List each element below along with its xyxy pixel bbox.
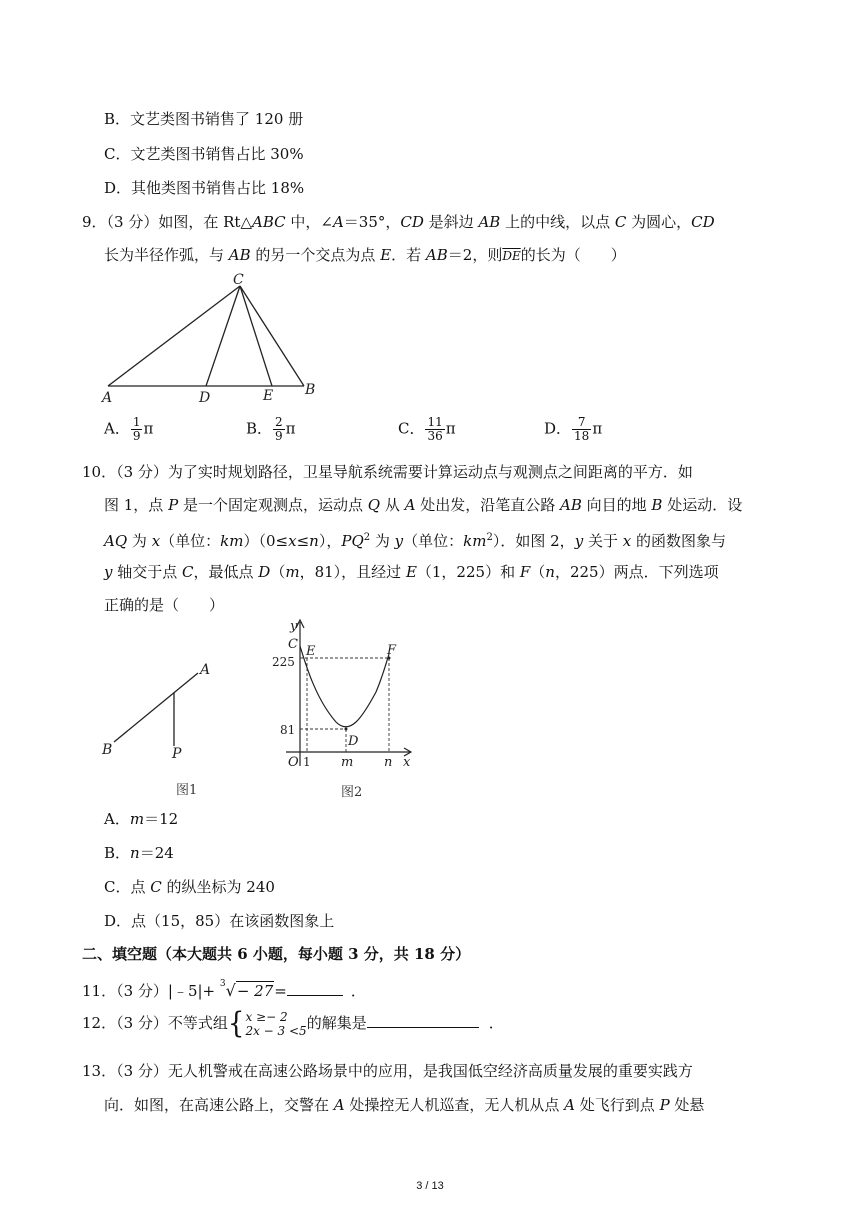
- inequality-system: x ≥− 2 2x − 3 <5: [245, 1010, 307, 1038]
- q9-stem-line1: 9．（3 分）如图，在 Rt△ABC 中，∠A＝35°，CD 是斜边 AB 上的中线，以点 C 为圆心，CD: [82, 213, 715, 231]
- q10-stem-line3: AQ 为 x（单位：km）（0≤x≤n），$PQ^2$ 为 y（单位：$km^2$）．如图 2，y 关于 x 的函数图象与: [104, 532, 726, 550]
- fig2-tick-1: 1: [303, 755, 311, 769]
- q13-stem-line2: 向．如图，在高速公路上，交警在 A 处操控无人机巡查，无人机从点 A 处飞行到点 P 处悬: [104, 1096, 705, 1114]
- q10-stem-line1: 10．（3 分）为了实时规划路径，卫星导航系统需要计算运动点与观测点之间距离的平方．如: [82, 463, 693, 481]
- side-cb: [240, 286, 304, 386]
- fig2-label-c: C: [288, 637, 298, 652]
- side-ac: [108, 286, 240, 386]
- q10-stem-line4: y 轴交于点 C，最低点 D（m，81），且经过 E（1，225）和 F（n，225）两点．下列选项: [104, 563, 719, 581]
- segment-cd: [206, 286, 240, 386]
- q9-option-d: D． $\frac{7}{18}$ π: [544, 415, 603, 443]
- fig2-label-d: D: [348, 734, 359, 749]
- fig1-label-b: B: [102, 742, 113, 758]
- fig2-label-x: x: [403, 755, 411, 770]
- q13-stem-line1: 13．（3 分）无人机警戒在高速公路场景中的应用，是我国低空经济高质量发展的重要实践方: [82, 1062, 693, 1080]
- q8-option-b: B．文艺类图书销售了 120 册: [104, 110, 304, 128]
- label-d: D: [199, 390, 211, 404]
- cube-root-expression: $^3$√− 27: [219, 979, 274, 1000]
- segment-ce: [240, 286, 272, 386]
- q10-stem-line2: 图 1，点 P 是一个固定观测点，运动点 Q 从 A 处出发，沿笔直公路 AB 向目的地 B 处运动．设: [104, 496, 743, 514]
- arc-de: $\overline{DE}$: [502, 249, 521, 263]
- fig2-label-f: F: [387, 643, 397, 658]
- fig1-caption: 图1: [176, 783, 198, 798]
- fig2-label-o: O: [288, 755, 299, 770]
- fig2-tick-225: 225: [272, 655, 295, 669]
- q10-figure1: [98, 656, 228, 804]
- label-a: A: [102, 390, 113, 404]
- fig1-label-p: P: [172, 746, 182, 762]
- label-e: E: [263, 388, 274, 404]
- q9-option-a: A． $\frac{1}{9}$ π: [104, 415, 154, 443]
- q9-option-c: C． $\frac{11}{36}$ π: [398, 415, 456, 443]
- fig2-caption: 图2: [341, 785, 363, 800]
- q9-stem-line2: 长为半径作弧，与 AB 的另一个交点为点 E．若 AB＝2，则$\overline{DE}$的长为（ ）: [104, 246, 626, 264]
- q12-answer-blank[interactable]: [367, 1013, 479, 1028]
- q10-option-a: A．m＝12: [104, 810, 179, 828]
- label-b: B: [305, 382, 316, 398]
- label-c: C: [233, 272, 244, 288]
- section-2-heading: 二、填空题（本大题共 6 小题，每小题 3 分，共 18 分）: [82, 945, 471, 963]
- road-ab: [114, 673, 198, 742]
- q10-figure2: [270, 616, 420, 806]
- fig2-tick-81: 81: [280, 723, 296, 737]
- fig2-label-y: y: [290, 619, 298, 634]
- q8-option-c: C．文艺类图书销售占比 30%: [104, 145, 304, 163]
- page-number: 3 / 13: [416, 1180, 444, 1192]
- q9-option-b: B． $\frac{2}{9}$ π: [246, 415, 296, 443]
- q11-answer-blank[interactable]: [287, 981, 343, 996]
- q8-option-d: D．其他类图书销售占比 18%: [104, 179, 305, 197]
- q12-line: 12．（3 分）不等式组{ x ≥− 2 2x − 3 <5 的解集是 ．: [82, 1007, 504, 1041]
- q9-triangle-figure: [98, 272, 328, 404]
- q11-line: 11．（3 分）|﹣5|+ $^3$√− 27= ．: [82, 979, 366, 1000]
- q10-option-d: D．点（15，85）在该函数图象上: [104, 912, 335, 930]
- q10-option-b: B．n＝24: [104, 844, 174, 862]
- fig2-tick-n: n: [384, 755, 393, 770]
- fig1-label-a: A: [200, 662, 211, 678]
- q10-option-c: C．点 C 的纵坐标为 240: [104, 878, 275, 896]
- fig2-tick-m: m: [341, 755, 354, 770]
- fig2-label-e: E: [306, 644, 316, 659]
- q10-stem-line5: 正确的是（ ）: [104, 596, 225, 614]
